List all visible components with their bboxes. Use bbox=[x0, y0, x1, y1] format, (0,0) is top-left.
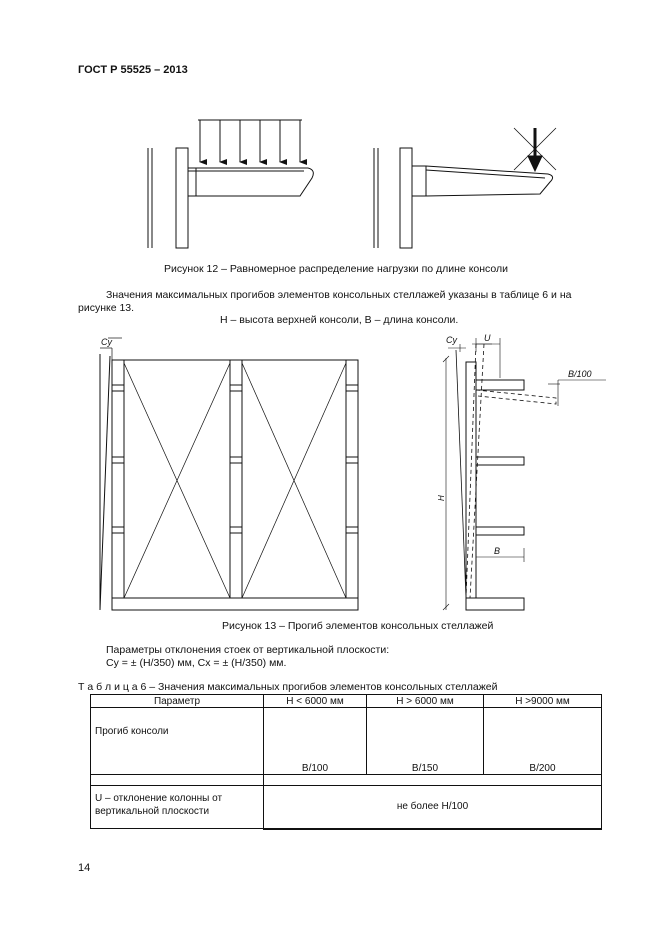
deviation-parameters bbox=[106, 644, 389, 670]
table-6 bbox=[90, 694, 602, 830]
deviation-parameters-line-1: Параметры отклонения стоек от вертикальной плоскости: bbox=[106, 644, 390, 656]
deviation-parameters-line-2: Cy = ± (H/350) мм, Cx = ± (H/350) мм. bbox=[106, 657, 287, 669]
table-6-title: Т а б л и ц а 6 – Значения максимальных прогибов элементов консольных стеллажей bbox=[78, 681, 498, 693]
table-cell-value: B/150 bbox=[367, 708, 484, 775]
figure-13-label-b100: B/100 bbox=[568, 369, 592, 379]
table-cell-cantilever-deflection-label: Прогиб консоли bbox=[91, 708, 264, 775]
figure-12-caption: Рисунок 12 – Равномерное распределение нагрузки по длине консоли bbox=[164, 263, 509, 275]
table-header-row bbox=[91, 695, 602, 708]
paragraph-definitions: H – высота верхней консоли, B – длина консоли. bbox=[220, 314, 459, 326]
figure-13-front-view-frame bbox=[112, 360, 358, 610]
figure-13-label-cy-right: Cy bbox=[446, 335, 457, 345]
table-cell-value: B/100 bbox=[264, 708, 367, 775]
page-number: 14 bbox=[78, 862, 91, 874]
table-spacer-row bbox=[91, 775, 602, 786]
figure-13-left-deflection-line bbox=[100, 338, 122, 610]
table-cell-empty bbox=[91, 775, 264, 786]
table-cell-merged-value: не более H/100 bbox=[264, 786, 602, 829]
table-cell-empty bbox=[264, 775, 602, 786]
document-header: ГОСТ Р 55525 – 2013 bbox=[78, 64, 188, 76]
figure-13-label-h: H bbox=[437, 495, 446, 501]
table-cell-column-deviation-label: U – отклонение колонны от вертикальной плоскости bbox=[91, 786, 264, 829]
figure-13-label-b: B bbox=[494, 546, 501, 556]
table-row bbox=[91, 708, 602, 775]
figure-13-label-cy-left: Cy bbox=[101, 337, 112, 347]
table-header-h-lt-6000: H < 6000 мм bbox=[264, 695, 367, 708]
table-header-h-gt-6000: H > 6000 мм bbox=[367, 695, 484, 708]
table-row bbox=[91, 786, 602, 829]
table-header-h-gt-9000: H >9000 мм bbox=[484, 695, 602, 708]
figure-13-caption: Рисунок 13 – Прогиб элементов консольных стеллажей bbox=[222, 620, 494, 632]
table-cell-value: B/200 bbox=[484, 708, 602, 775]
figure-13-label-u: U bbox=[484, 333, 491, 343]
table-header-parameter: Параметр bbox=[91, 695, 264, 708]
paragraph-text: Значения максимальных прогибов элементов консольных стеллажей указаны в таблице 6 и на рисунке 13. bbox=[78, 289, 572, 314]
